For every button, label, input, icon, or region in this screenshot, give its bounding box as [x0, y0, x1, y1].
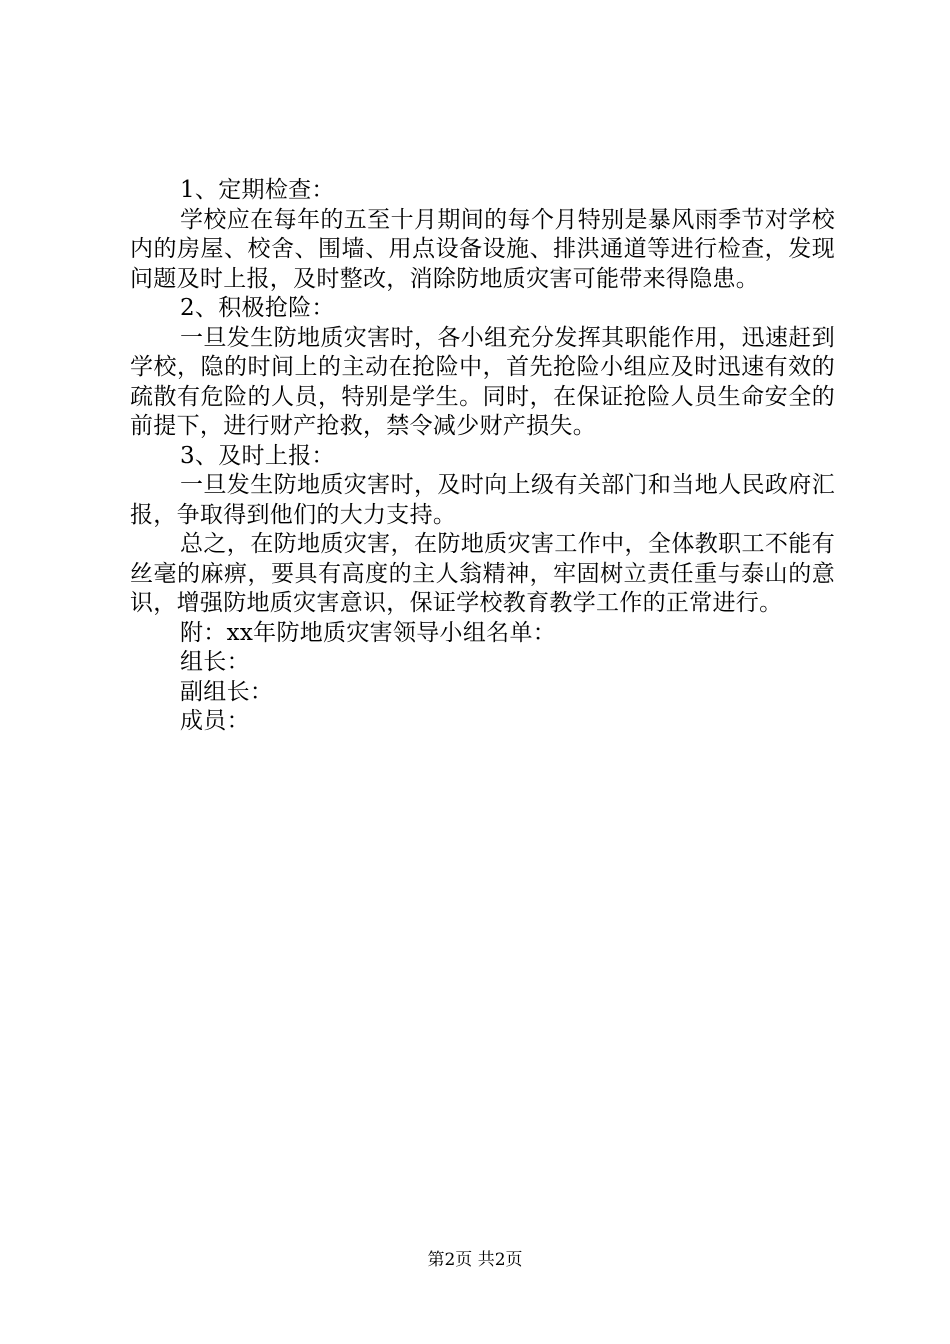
- section-heading-rescue: 2、积极抢险：: [180, 295, 335, 321]
- deputy-leader-label: 副组长：: [180, 678, 274, 705]
- appendix-title: 附：xx年防地质灾害领导小组名单：: [180, 619, 557, 646]
- document-body: [130, 176, 835, 737]
- paragraph-rescue: 一旦发生防地质灾害时，各小组充分发挥其职能作用，迅速赶到学校，隐的时间上的主动在抢险中，首先抢险小组应及时迅速有效的疏散有危险的人员，特别是学生。同时，在保证抢险人员生命安全的前提下，进行财产抢救，禁令减少财产损失。: [130, 324, 835, 439]
- paragraph-report: 一旦发生防地质灾害时，及时向上级有关部门和当地人民政府汇报，争取得到他们的大力支持。: [130, 472, 835, 528]
- members-label: 成员：: [180, 708, 250, 734]
- paragraph-summary: 总之，在防地质灾害，在防地质灾害工作中，全体教职工不能有丝毫的麻痹，要具有高度的主人翁精神，牢固树立责任重与泰山的意识，增强防地质灾害意识，保证学校教育教学工作的正常进行。: [130, 531, 835, 616]
- leader-label: 组长：: [180, 649, 250, 675]
- paragraph-inspection: 学校应在每年的五至十月期间的每个月特别是暴风雨季节对学校内的房屋、校舍、围墙、用点设备设施、排洪通道等进行检查，发现问题及时上报，及时整改，消除防地质灾害可能带来得隐患。: [130, 206, 835, 292]
- section-heading-report: 3、及时上报：: [180, 442, 335, 469]
- page-number: 第2页 共2页: [427, 1250, 523, 1270]
- section-heading-inspection: 1、定期检查：: [180, 177, 335, 203]
